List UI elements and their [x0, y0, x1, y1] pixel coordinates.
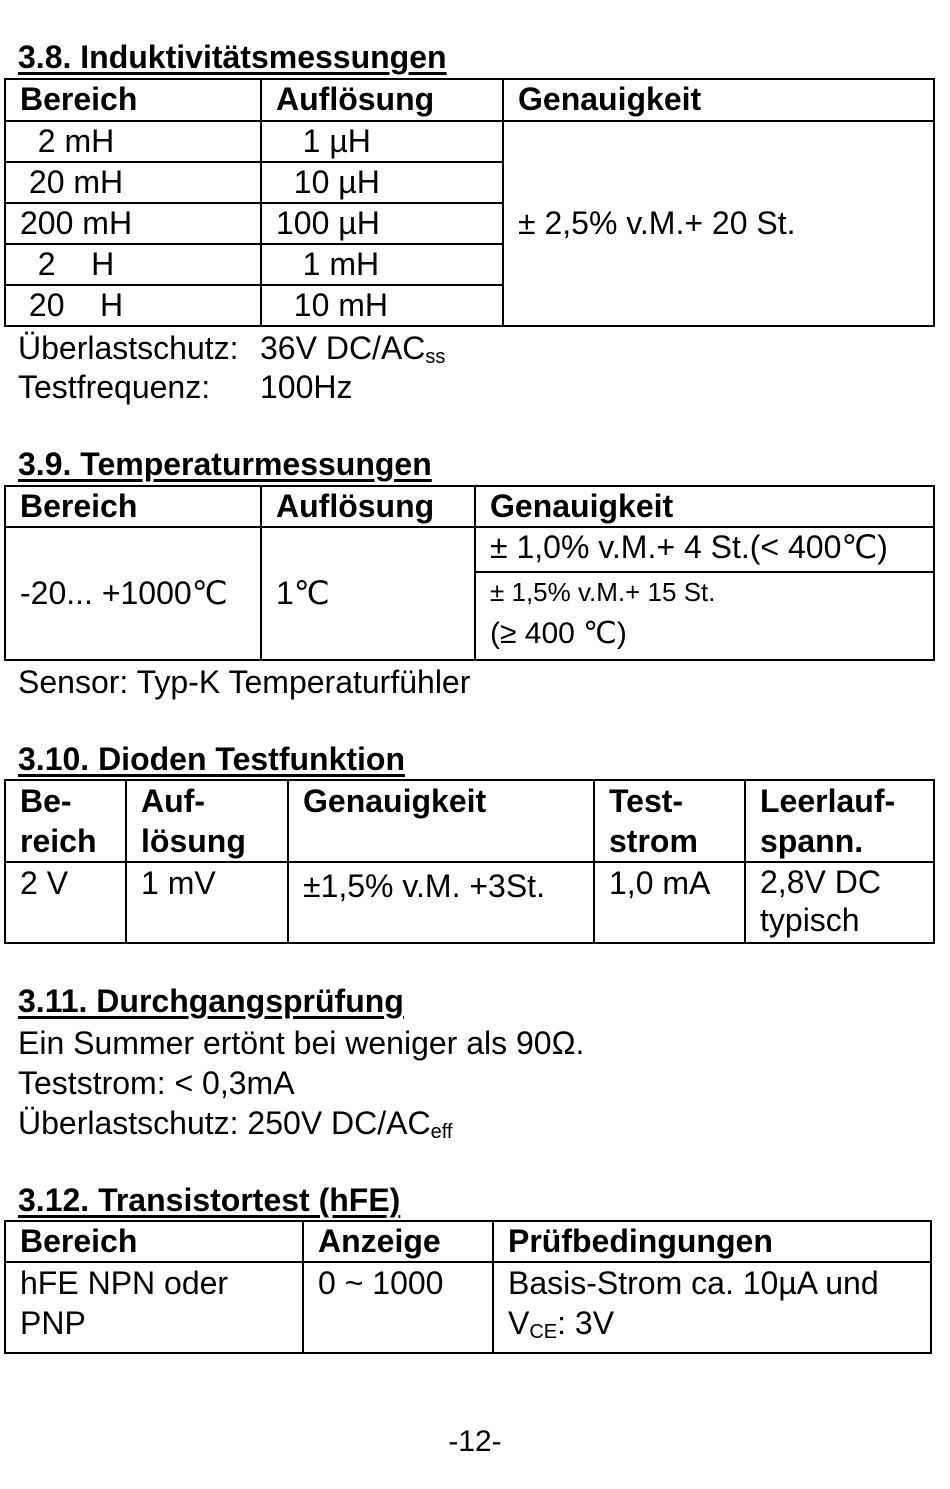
column-header: Test- strom	[594, 780, 745, 862]
diode-resolution-cell: 1 mV	[126, 862, 288, 943]
column-header: Genauigkeit	[288, 780, 594, 862]
resolution-cell: 1 mH	[261, 244, 503, 285]
frequency-line	[18, 368, 353, 406]
transistor-condition-line2	[508, 1303, 930, 1352]
vce-subscript: CE	[529, 1321, 558, 1343]
column-header: Auflösung	[261, 79, 503, 121]
overload-value: 36V DC/AC	[260, 330, 426, 366]
column-header: Prüfbedingungen	[493, 1221, 931, 1262]
accuracy-cell: ± 2,5% v.M.+ 20 St.	[503, 121, 934, 326]
resolution-cell: 100 µH	[261, 203, 503, 244]
resolution-cell: 10 mH	[261, 285, 503, 326]
section-heading-temperature: 3.9. Temperaturmessungen	[18, 446, 432, 482]
transistor-table	[4, 1220, 932, 1354]
transistor-range-cell: hFE NPN oder PNP	[5, 1262, 303, 1353]
continuity-overload-subscript: eff	[430, 1121, 453, 1143]
frequency-label: Testfrequenz:	[18, 369, 211, 405]
column-header: Be- reich	[5, 780, 126, 862]
sensor-line: Sensor: Typ-K Temperaturfühler	[18, 664, 471, 700]
column-header: Anzeige	[303, 1221, 493, 1262]
temp-accuracy-high-line2: (≥ 400 ℃)	[490, 617, 627, 650]
temperature-table	[4, 485, 935, 661]
temp-resolution-cell: 1℃	[261, 527, 475, 660]
resolution-cell: 10 µH	[261, 162, 503, 203]
section-heading-transistor: 3.12. Transistortest (hFE)	[18, 1182, 401, 1218]
diode-range-cell: 2 V	[5, 862, 126, 943]
temp-accuracy-high	[475, 572, 934, 660]
range-cell: 20 H	[5, 285, 261, 326]
overload-line	[18, 329, 445, 369]
column-header: Genauigkeit	[503, 79, 934, 121]
overload-subscript: ss	[425, 346, 446, 368]
overload-label: Überlastschutz:	[18, 330, 239, 366]
column-header: Bereich	[5, 1221, 303, 1262]
range-cell: 2 mH	[5, 121, 261, 162]
vce-value: : 3V	[557, 1305, 615, 1341]
column-header: Leerlauf- spann.	[745, 780, 934, 862]
column-header: Auflösung	[261, 486, 475, 527]
section-heading-inductance: 3.8. Induktivitätsmessungen	[18, 39, 447, 75]
continuity-current-line: Teststrom: < 0,3mA	[18, 1065, 295, 1101]
range-cell: 20 mH	[5, 162, 261, 203]
column-header: Bereich	[5, 486, 261, 527]
diode-accuracy-cell: ±1,5% v.M. +3St.	[288, 862, 594, 943]
section-heading-continuity: 3.11. Durchgangsprüfung	[18, 983, 404, 1019]
diode-voltage-cell: 2,8V DC typisch	[745, 862, 934, 943]
inductance-table	[4, 78, 935, 327]
section-heading-diode: 3.10. Dioden Testfunktion	[18, 741, 405, 777]
column-header: Genauigkeit	[475, 486, 934, 527]
temp-accuracy-high-line1: ± 1,5% v.M.+ 15 St.	[490, 577, 716, 607]
continuity-line: Ein Summer ertönt bei weniger als 90Ω.	[18, 1025, 585, 1061]
transistor-conditions-cell	[493, 1262, 931, 1353]
range-cell: 200 mH	[5, 203, 261, 244]
column-header: Auf- lösung	[126, 780, 288, 862]
continuity-overload-line	[18, 1104, 452, 1144]
continuity-overload-text: Überlastschutz: 250V DC/AC	[18, 1105, 431, 1141]
resolution-cell: 1 µH	[261, 121, 503, 162]
diode-current-cell: 1,0 mA	[594, 862, 745, 943]
column-header: Bereich	[5, 79, 261, 121]
temp-accuracy-low: ± 1,0% v.M.+ 4 St.(< 400℃)	[475, 527, 934, 572]
vce-symbol: V	[508, 1305, 530, 1341]
transistor-display-cell: 0 ~ 1000	[303, 1262, 493, 1353]
frequency-value: 100Hz	[260, 369, 353, 405]
diode-table	[4, 779, 935, 944]
transistor-condition-line1: Basis-Strom ca. 10µA und	[508, 1265, 879, 1301]
range-cell: 2 H	[5, 244, 261, 285]
temp-range-cell: -20... +1000℃	[5, 527, 261, 660]
page-number: -12-	[448, 1425, 502, 1458]
